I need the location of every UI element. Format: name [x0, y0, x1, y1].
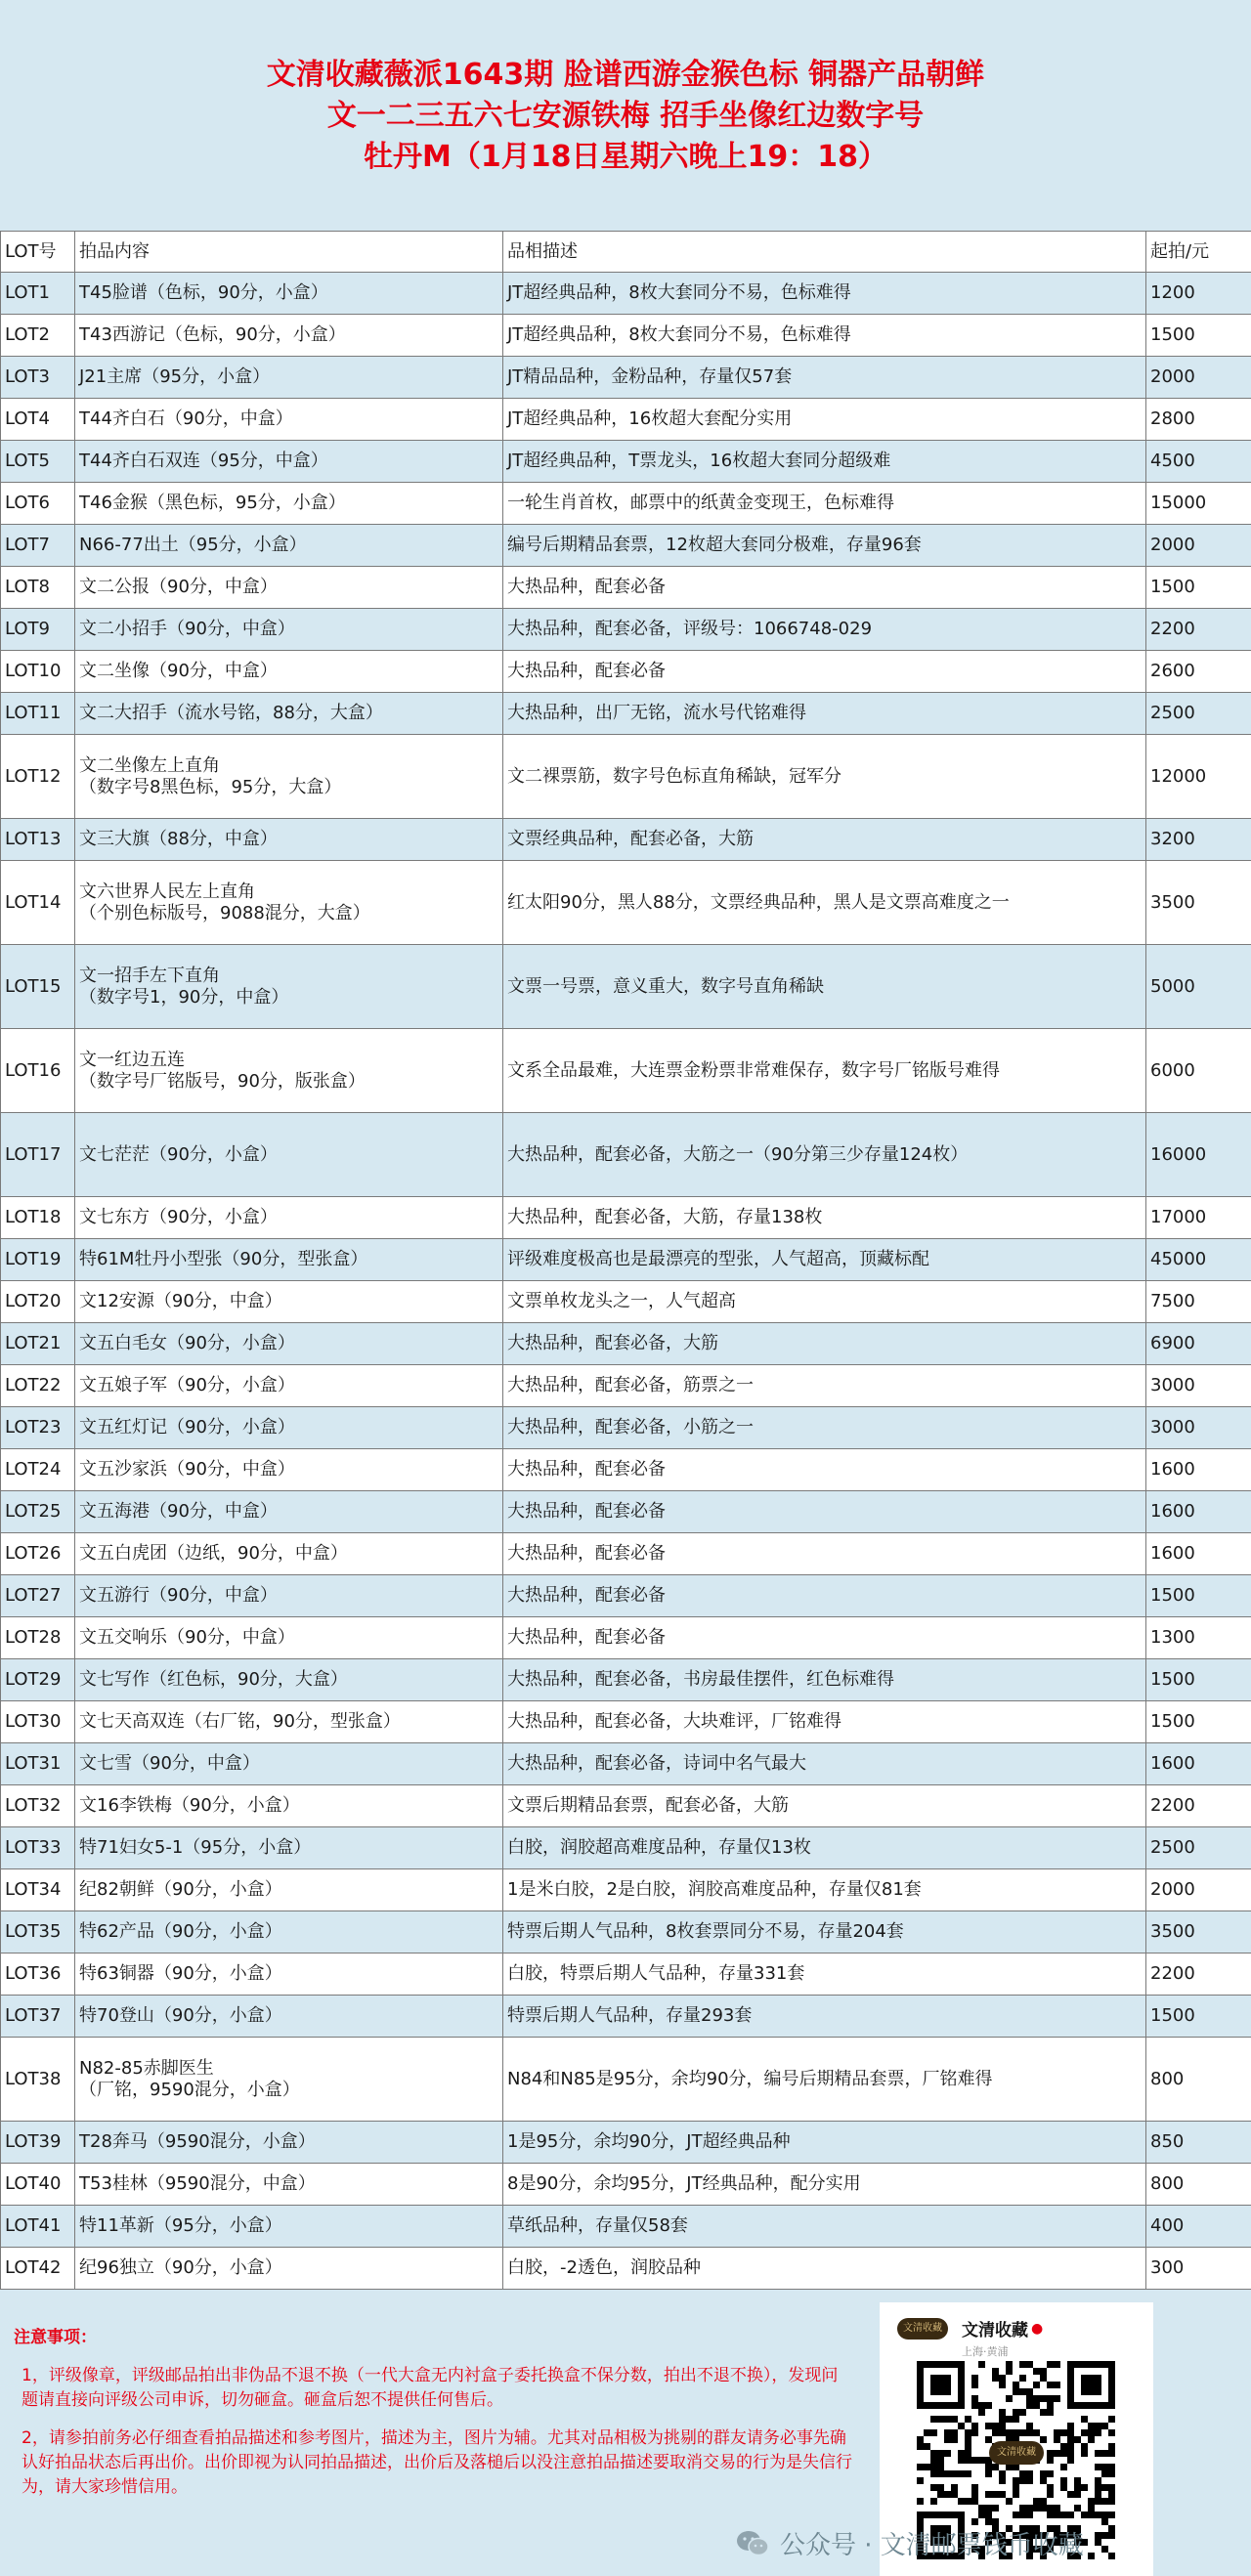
- start-price-cell: 45000: [1146, 1239, 1251, 1281]
- description-cell: 大热品种，配套必备: [503, 651, 1146, 693]
- lot-number-cell: LOT27: [1, 1575, 75, 1617]
- item-cell: 文二公报（90分，中盒）: [75, 567, 503, 609]
- item-cell: T44齐白石（90分，中盒）: [75, 399, 503, 441]
- item-cell: 文五红灯记（90分，小盒）: [75, 1407, 503, 1449]
- lot-number-cell: LOT38: [1, 2038, 75, 2122]
- page-header: [0, 0, 1251, 231]
- description-cell: 大热品种，配套必备，评级号：1066748-029: [503, 609, 1146, 651]
- item-cell: 文五交响乐（90分，中盒）: [75, 1617, 503, 1659]
- description-cell: 大热品种，配套必备: [503, 567, 1146, 609]
- start-price-cell: 17000: [1146, 1197, 1251, 1239]
- lot-number-cell: LOT30: [1, 1701, 75, 1743]
- item-cell: 文七东方（90分，小盒）: [75, 1197, 503, 1239]
- start-price-cell: 2200: [1146, 1785, 1251, 1827]
- item-cell: 文五游行（90分，中盒）: [75, 1575, 503, 1617]
- title-line-3: 牡丹M（1月18日星期六晚上19：18）: [364, 140, 887, 174]
- table-row: [1, 1996, 1251, 2038]
- lot-number-cell: LOT21: [1, 1323, 75, 1365]
- lot-number-cell: LOT4: [1, 399, 75, 441]
- wechat-icon: [735, 2529, 770, 2558]
- lot-number-cell: LOT18: [1, 1197, 75, 1239]
- start-price-cell: 2000: [1146, 357, 1251, 399]
- lot-table: [0, 231, 1251, 2290]
- start-price-cell: 2200: [1146, 609, 1251, 651]
- lot-number-cell: LOT31: [1, 1743, 75, 1785]
- table-row: [1, 609, 1251, 651]
- description-cell: 文系全品最难，大连票金粉票非常难保存，数字号厂铭版号难得: [503, 1029, 1146, 1113]
- description-cell: 文票一号票，意义重大，数字号直角稀缺: [503, 945, 1146, 1029]
- description-cell: 文票单枚龙头之一，人气超高: [503, 1281, 1146, 1323]
- description-cell: 大热品种，配套必备，筋票之一: [503, 1365, 1146, 1407]
- table-row: [1, 1281, 1251, 1323]
- lot-number-cell: LOT42: [1, 2248, 75, 2290]
- lot-number-cell: LOT17: [1, 1113, 75, 1197]
- item-cell: 文一红边五连 （数字号厂铭版号，90分，版张盒）: [75, 1029, 503, 1113]
- table-row: [1, 357, 1251, 399]
- lot-number-cell: LOT7: [1, 525, 75, 567]
- lot-number-cell: LOT5: [1, 441, 75, 483]
- table-row: [1, 2164, 1251, 2206]
- item-cell: 文五娘子军（90分，小盒）: [75, 1365, 503, 1407]
- description-cell: 大热品种，配套必备，小筋之一: [503, 1407, 1146, 1449]
- description-cell: JT超经典品种，T票龙头，16枚超大套同分超级难: [503, 441, 1146, 483]
- qr-card-header: [897, 2316, 1043, 2340]
- item-cell: 特71妇女5-1（95分，小盒）: [75, 1827, 503, 1869]
- description-cell: 评级难度极高也是最漂亮的型张，人气超高，顶藏标配: [503, 1239, 1146, 1281]
- description-cell: 白胶，润胶超高难度品种，存量仅13枚: [503, 1827, 1146, 1869]
- title-line-2: 文一二三五六七安源铁梅 招手坐像红边数字号: [326, 99, 925, 133]
- lot-number-cell: LOT41: [1, 2206, 75, 2248]
- table-row: [1, 1785, 1251, 1827]
- description-cell: 编号后期精品套票，12枚超大套同分极难，存量96套: [503, 525, 1146, 567]
- item-cell: 文七茫茫（90分，小盒）: [75, 1113, 503, 1197]
- lot-number-cell: LOT20: [1, 1281, 75, 1323]
- table-row: [1, 1449, 1251, 1491]
- lot-number-cell: LOT24: [1, 1449, 75, 1491]
- table-row: [1, 1029, 1251, 1113]
- table-row: [1, 1113, 1251, 1197]
- description-cell: 文票经典品种，配套必备，大筋: [503, 819, 1146, 861]
- start-price-cell: 400: [1146, 2206, 1251, 2248]
- start-price-cell: 6000: [1146, 1029, 1251, 1113]
- lot-number-cell: LOT37: [1, 1996, 75, 2038]
- start-price-cell: 15000: [1146, 483, 1251, 525]
- item-cell: 文五白虎团（边纸，90分，中盒）: [75, 1533, 503, 1575]
- lot-number-cell: LOT40: [1, 2164, 75, 2206]
- table-row: [1, 1491, 1251, 1533]
- start-price-cell: 6900: [1146, 1323, 1251, 1365]
- description-cell: JT超经典品种，8枚大套同分不易，色标难得: [503, 273, 1146, 315]
- table-row: [1, 315, 1251, 357]
- table-row: [1, 2248, 1251, 2290]
- start-price-cell: 4500: [1146, 441, 1251, 483]
- notice-item-2: 2，请参拍前务必仔细查看拍品描述和参考图片，描述为主，图片为辅。尤其对品相极为挑剔的群友请务必事先确认好拍品状态后再出价。出价即视为认同拍品描述，出价后及落槌后以没注意拍品描述要取消交易的行为是失信行为，请大家珍惜信用。: [22, 2428, 852, 2497]
- watermark-text: 公众号 · 文清邮票钱币收藏: [780, 2531, 1084, 2560]
- description-cell: 文票后期精品套票，配套必备，大筋: [503, 1785, 1146, 1827]
- lot-number-cell: LOT15: [1, 945, 75, 1029]
- start-price-cell: 16000: [1146, 1113, 1251, 1197]
- start-price-cell: 3200: [1146, 819, 1251, 861]
- notice-title: 注意事项：: [14, 2328, 97, 2347]
- item-cell: 文二大招手（流水号铭，88分，大盒）: [75, 693, 503, 735]
- item-cell: 文五白毛女（90分，小盒）: [75, 1323, 503, 1365]
- table-row: [1, 945, 1251, 1029]
- notice-item-1: 1，评级像章，评级邮品拍出非伪品不退不换（一代大盒无内衬盒子委托换盒不保分数，拍出不退不换），发现问题请直接向评级公司申诉，切勿砸盒。砸盒后恕不提供任何售后。: [22, 2366, 839, 2410]
- description-cell: 大热品种，配套必备: [503, 1491, 1146, 1533]
- table-row: [1, 1197, 1251, 1239]
- table-row: [1, 735, 1251, 819]
- item-cell: 文二小招手（90分，中盒）: [75, 609, 503, 651]
- start-price-cell: 3500: [1146, 1911, 1251, 1953]
- lot-number-cell: LOT1: [1, 273, 75, 315]
- table-body: [1, 273, 1251, 2290]
- lot-number-cell: LOT14: [1, 861, 75, 945]
- description-cell: 特票后期人气品种，存量293套: [503, 1996, 1146, 2038]
- lot-number-cell: LOT23: [1, 1407, 75, 1449]
- lot-number-cell: LOT19: [1, 1239, 75, 1281]
- table-row: [1, 861, 1251, 945]
- start-price-cell: 5000: [1146, 945, 1251, 1029]
- start-price-cell: 2800: [1146, 399, 1251, 441]
- lot-number-cell: LOT34: [1, 1869, 75, 1911]
- lot-number-cell: LOT13: [1, 819, 75, 861]
- start-price-cell: 300: [1146, 2248, 1251, 2290]
- description-cell: 大热品种，配套必备: [503, 1533, 1146, 1575]
- item-cell: T28奔马（9590混分，小盒）: [75, 2122, 503, 2164]
- start-price-cell: 2600: [1146, 651, 1251, 693]
- qr-card-location: 上海·黄浦: [962, 2345, 1009, 2358]
- lot-number-cell: LOT9: [1, 609, 75, 651]
- description-cell: JT精品品种，金粉品种，存量仅57套: [503, 357, 1146, 399]
- description-cell: 草纸品种，存量仅58套: [503, 2206, 1146, 2248]
- item-cell: N82-85赤脚医生 （厂铭，9590混分，小盒）: [75, 2038, 503, 2122]
- lot-number-cell: LOT32: [1, 1785, 75, 1827]
- item-cell: T53桂林（9590混分，中盒）: [75, 2164, 503, 2206]
- description-cell: 红太阳90分，黑人88分，文票经典品种，黑人是文票高难度之一: [503, 861, 1146, 945]
- item-cell: 特61M牡丹小型张（90分，型张盒）: [75, 1239, 503, 1281]
- lot-number-cell: LOT35: [1, 1911, 75, 1953]
- start-price-cell: 2000: [1146, 1869, 1251, 1911]
- table-row: [1, 2206, 1251, 2248]
- item-cell: 特11革新（95分，小盒）: [75, 2206, 503, 2248]
- table-row: [1, 273, 1251, 315]
- description-cell: 大热品种，出厂无铭，流水号代铭难得: [503, 693, 1146, 735]
- item-cell: 文12安源（90分，中盒）: [75, 1281, 503, 1323]
- item-cell: 文六世界人民左上直角 （个别色标版号，9088混分，大盒）: [75, 861, 503, 945]
- description-cell: 大热品种，配套必备，大块难评，厂铭难得: [503, 1701, 1146, 1743]
- table-row: [1, 2122, 1251, 2164]
- header-description: 品相描述: [503, 232, 1146, 273]
- description-cell: 1是米白胶，2是白胶，润胶高难度品种，存量仅81套: [503, 1869, 1146, 1911]
- item-cell: T46金猴（黑色标，95分，小盒）: [75, 483, 503, 525]
- table-row: [1, 399, 1251, 441]
- lot-number-cell: LOT12: [1, 735, 75, 819]
- start-price-cell: 1500: [1146, 1996, 1251, 2038]
- table-row: [1, 1743, 1251, 1785]
- start-price-cell: 7500: [1146, 1281, 1251, 1323]
- table-row: [1, 1617, 1251, 1659]
- start-price-cell: 1500: [1146, 1659, 1251, 1701]
- table-row: [1, 1533, 1251, 1575]
- item-cell: 文七天高双连（右厂铭，90分，型张盒）: [75, 1701, 503, 1743]
- start-price-cell: 1500: [1146, 1701, 1251, 1743]
- lot-number-cell: LOT28: [1, 1617, 75, 1659]
- lot-number-cell: LOT25: [1, 1491, 75, 1533]
- table-row: [1, 1659, 1251, 1701]
- notice-section: [14, 2326, 854, 2513]
- table-row: [1, 1827, 1251, 1869]
- item-cell: 纪96独立（90分，小盒）: [75, 2248, 503, 2290]
- description-cell: 8是90分，余均95分，JT经典品种，配分实用: [503, 2164, 1146, 2206]
- qr-card-name: 文清收藏: [962, 2321, 1028, 2340]
- start-price-cell: 3000: [1146, 1407, 1251, 1449]
- item-cell: T43西游记（色标，90分，小盒）: [75, 315, 503, 357]
- description-cell: 大热品种，配套必备，大筋，存量138枚: [503, 1197, 1146, 1239]
- lot-number-cell: LOT26: [1, 1533, 75, 1575]
- description-cell: 一轮生肖首枚，邮票中的纸黄金变现王，色标难得: [503, 483, 1146, 525]
- item-cell: 文七写作（红色标，90分，大盒）: [75, 1659, 503, 1701]
- title-line-1: 文清收藏薇派1643期 脸谱西游金猴色标 铜器产品朝鲜: [266, 58, 985, 92]
- item-cell: 文二坐像（90分，中盒）: [75, 651, 503, 693]
- item-cell: 纪82朝鲜（90分，小盒）: [75, 1869, 503, 1911]
- table-row: [1, 1575, 1251, 1617]
- description-cell: 大热品种，配套必备: [503, 1575, 1146, 1617]
- item-cell: 特70登山（90分，小盒）: [75, 1996, 503, 2038]
- table-row: [1, 1407, 1251, 1449]
- table-row: [1, 441, 1251, 483]
- lot-number-cell: LOT3: [1, 357, 75, 399]
- description-cell: 1是95分，余均90分，JT超经典品种: [503, 2122, 1146, 2164]
- item-cell: T45脸谱（色标，90分，小盒）: [75, 273, 503, 315]
- description-cell: 大热品种，配套必备: [503, 1617, 1146, 1659]
- start-price-cell: 2200: [1146, 1953, 1251, 1996]
- watermark: [735, 2525, 1084, 2561]
- start-price-cell: 1500: [1146, 315, 1251, 357]
- lot-number-cell: LOT29: [1, 1659, 75, 1701]
- table-row: [1, 1869, 1251, 1911]
- table-row: [1, 2038, 1251, 2122]
- description-cell: JT超经典品种，16枚超大套配分实用: [503, 399, 1146, 441]
- lot-number-cell: LOT36: [1, 1953, 75, 1996]
- description-cell: 大热品种，配套必备，书房最佳摆件，红色标难得: [503, 1659, 1146, 1701]
- start-price-cell: 3500: [1146, 861, 1251, 945]
- start-price-cell: 1500: [1146, 567, 1251, 609]
- table-row: [1, 525, 1251, 567]
- description-cell: 白胶，-2透色，润胶品种: [503, 2248, 1146, 2290]
- start-price-cell: 1200: [1146, 273, 1251, 315]
- table-row: [1, 819, 1251, 861]
- table-row: [1, 693, 1251, 735]
- table-row: [1, 1239, 1251, 1281]
- start-price-cell: 1600: [1146, 1743, 1251, 1785]
- description-cell: 大热品种，配套必备，大筋之一（90分第三少存量124枚）: [503, 1113, 1146, 1197]
- lot-number-cell: LOT39: [1, 2122, 75, 2164]
- item-cell: 特62产品（90分，小盒）: [75, 1911, 503, 1953]
- description-cell: 大热品种，配套必备，大筋: [503, 1323, 1146, 1365]
- description-cell: 大热品种，配套必备: [503, 1449, 1146, 1491]
- start-price-cell: 850: [1146, 2122, 1251, 2164]
- description-cell: JT超经典品种，8枚大套同分不易，色标难得: [503, 315, 1146, 357]
- table-row: [1, 1701, 1251, 1743]
- item-cell: 文一招手左下直角 （数字号1，90分，中盒）: [75, 945, 503, 1029]
- start-price-cell: 800: [1146, 2164, 1251, 2206]
- brand-logo: 文清收藏: [897, 2318, 948, 2340]
- item-cell: 文五海港（90分，中盒）: [75, 1491, 503, 1533]
- description-cell: N84和N85是95分，余均90分，编号后期精品套票，厂铭难得: [503, 2038, 1146, 2122]
- description-cell: 白胶，特票后期人气品种，存量331套: [503, 1953, 1146, 1996]
- table-row: [1, 1365, 1251, 1407]
- description-cell: 文二裸票筋，数字号色标直角稀缺，冠军分: [503, 735, 1146, 819]
- lot-number-cell: LOT16: [1, 1029, 75, 1113]
- table-row: [1, 1323, 1251, 1365]
- header-lot: LOT号: [1, 232, 75, 273]
- start-price-cell: 2500: [1146, 693, 1251, 735]
- lot-number-cell: LOT6: [1, 483, 75, 525]
- table-row: [1, 651, 1251, 693]
- table-row: [1, 1953, 1251, 1996]
- header-start-price: 起拍/元: [1146, 232, 1251, 273]
- start-price-cell: 12000: [1146, 735, 1251, 819]
- lot-number-cell: LOT22: [1, 1365, 75, 1407]
- item-cell: T44齐白石双连（95分，中盒）: [75, 441, 503, 483]
- description-cell: 特票后期人气品种，8枚套票同分不易，存量204套: [503, 1911, 1146, 1953]
- lot-number-cell: LOT11: [1, 693, 75, 735]
- start-price-cell: 1600: [1146, 1449, 1251, 1491]
- lot-number-cell: LOT10: [1, 651, 75, 693]
- red-dot-icon: ●: [1031, 2320, 1044, 2337]
- item-cell: 特63铜器（90分，小盒）: [75, 1953, 503, 1996]
- start-price-cell: 1500: [1146, 1575, 1251, 1617]
- qr-center-logo: 文清收藏: [989, 2441, 1044, 2465]
- item-cell: 文七雪（90分，中盒）: [75, 1743, 503, 1785]
- item-cell: 文五沙家浜（90分，中盒）: [75, 1449, 503, 1491]
- start-price-cell: 1600: [1146, 1491, 1251, 1533]
- start-price-cell: 2500: [1146, 1827, 1251, 1869]
- table-row: [1, 567, 1251, 609]
- table-row: [1, 483, 1251, 525]
- item-cell: 文三大旗（88分，中盒）: [75, 819, 503, 861]
- start-price-cell: 1600: [1146, 1533, 1251, 1575]
- table-row: [1, 1911, 1251, 1953]
- description-cell: 大热品种，配套必备，诗词中名气最大: [503, 1743, 1146, 1785]
- item-cell: 文16李铁梅（90分，小盒）: [75, 1785, 503, 1827]
- start-price-cell: 1300: [1146, 1617, 1251, 1659]
- item-cell: J21主席（95分，小盒）: [75, 357, 503, 399]
- lot-number-cell: LOT8: [1, 567, 75, 609]
- start-price-cell: 3000: [1146, 1365, 1251, 1407]
- item-cell: 文二坐像左上直角 （数字号8黑色标，95分，大盒）: [75, 735, 503, 819]
- lot-number-cell: LOT33: [1, 1827, 75, 1869]
- item-cell: N66-77出土（95分，小盒）: [75, 525, 503, 567]
- header-item: 拍品内容: [75, 232, 503, 273]
- start-price-cell: 800: [1146, 2038, 1251, 2122]
- table-header-row: [1, 232, 1251, 273]
- start-price-cell: 2000: [1146, 525, 1251, 567]
- lot-number-cell: LOT2: [1, 315, 75, 357]
